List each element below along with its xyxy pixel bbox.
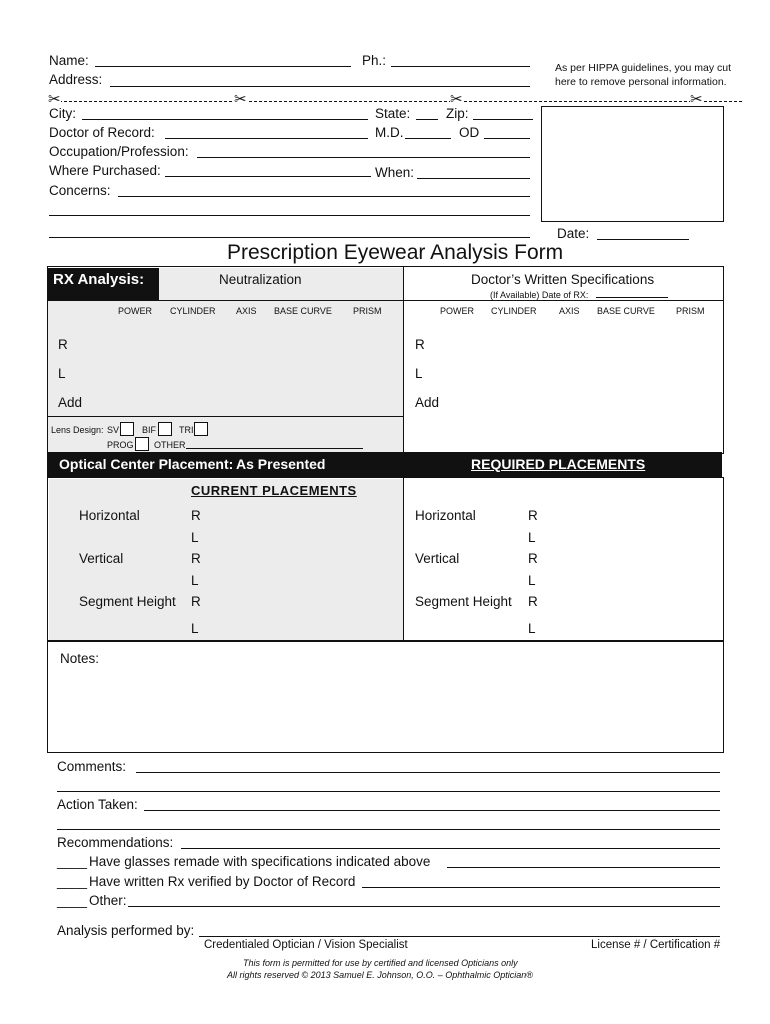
vertical-label: Vertical — [415, 551, 460, 566]
segment-height-label: Segment Height — [415, 594, 512, 609]
name-label: Name: — [49, 53, 89, 68]
r-label: R — [191, 594, 201, 609]
placement-divider — [403, 477, 404, 641]
hipaa-note-line2: here to remove personal information. — [555, 76, 727, 88]
occupation-field[interactable] — [197, 157, 530, 158]
rec3-field[interactable] — [128, 906, 720, 907]
cut-line — [49, 101, 742, 102]
analysis-performed-field[interactable] — [199, 936, 720, 937]
optical-center-label: Optical Center Placement: — [59, 456, 234, 472]
notes-box[interactable] — [47, 640, 724, 753]
row-r: R — [415, 337, 425, 352]
address-label: Address: — [49, 72, 103, 87]
where-purchased-label: Where Purchased: — [49, 163, 161, 178]
phone-field[interactable] — [391, 66, 530, 67]
city-field[interactable] — [82, 119, 368, 120]
where-purchased-field[interactable] — [165, 176, 371, 177]
scissors-icon: ✂ — [690, 91, 703, 108]
rec2-field[interactable] — [362, 887, 720, 888]
when-label: When: — [375, 165, 415, 180]
col-axis: AXIS — [559, 306, 580, 316]
doctor-field[interactable] — [165, 138, 368, 139]
col-prism: PRISM — [676, 306, 705, 316]
tri-label: TRI — [179, 425, 194, 435]
recommendations-label: Recommendations: — [57, 835, 174, 850]
date-label: Date: — [557, 226, 590, 241]
other-label: OTHER — [154, 440, 186, 450]
lens-design-rule — [48, 416, 404, 417]
r-label: R — [191, 508, 201, 523]
phone-label: Ph.: — [362, 53, 387, 68]
rec3-blank[interactable]: ____ — [57, 893, 88, 908]
concerns-line-2[interactable] — [49, 215, 530, 216]
rx-label: RX Analysis: — [53, 271, 145, 288]
vertical-label: Vertical — [79, 551, 124, 566]
row-r: R — [58, 337, 68, 352]
if-available-label: (If Available) Date of RX: — [490, 290, 589, 300]
doctor-label: Doctor of Record: — [49, 125, 155, 140]
date-field[interactable] — [597, 239, 689, 240]
prog-checkbox[interactable] — [135, 437, 149, 451]
occupation-label: Occupation/Profession: — [49, 144, 189, 159]
bif-label: BIF — [142, 425, 157, 435]
notes-label: Notes: — [60, 651, 100, 666]
sv-label: SV — [107, 425, 120, 435]
rx-header-rule — [48, 300, 723, 301]
hipaa-note-line1: As per HIPPA guidelines, you may cut — [555, 62, 732, 74]
state-label: State: — [375, 106, 411, 121]
current-placements-label: CURRENT PLACEMENTS — [191, 483, 357, 498]
action-taken-field[interactable] — [144, 810, 720, 811]
row-l: L — [415, 366, 423, 381]
page-title: Prescription Eyewear Analysis Form — [227, 241, 564, 264]
col-base-curve: BASE CURVE — [274, 306, 332, 316]
license-label: License # / Certification # — [591, 939, 721, 951]
col-axis: AXIS — [236, 306, 257, 316]
r-label: R — [528, 594, 538, 609]
md-field[interactable] — [405, 138, 451, 139]
city-label: City: — [49, 106, 76, 121]
scissors-icon: ✂ — [234, 91, 247, 108]
state-field[interactable] — [416, 119, 438, 120]
tri-checkbox[interactable] — [194, 422, 208, 436]
l-label: L — [528, 573, 536, 588]
col-cylinder: CYLINDER — [491, 306, 537, 316]
l-label: L — [191, 621, 199, 636]
row-add: Add — [415, 395, 440, 410]
scissors-icon: ✂ — [48, 91, 61, 108]
col-base-curve: BASE CURVE — [597, 306, 655, 316]
od-field[interactable] — [484, 138, 530, 139]
rec1-blank[interactable]: ____ — [57, 854, 88, 869]
bif-checkbox[interactable] — [158, 422, 172, 436]
permission-line1: This form is permitted for use by certified and licensed Opticians only — [243, 958, 518, 968]
when-field[interactable] — [417, 178, 530, 179]
rec1-field[interactable] — [447, 867, 720, 868]
rx-divider — [403, 266, 404, 453]
md-label: M.D. — [375, 125, 404, 140]
rx-date-field[interactable] — [596, 297, 668, 298]
r-label: R — [191, 551, 201, 566]
address-field[interactable] — [110, 86, 530, 87]
segment-height-label: Segment Height — [79, 594, 176, 609]
horizontal-label: Horizontal — [415, 508, 476, 523]
action-taken-line-2[interactable] — [57, 829, 720, 830]
analysis-performed-label: Analysis performed by: — [57, 923, 195, 938]
l-label: L — [191, 573, 199, 588]
sv-checkbox[interactable] — [120, 422, 134, 436]
l-label: L — [528, 530, 536, 545]
scissors-icon: ✂ — [450, 91, 463, 108]
col-power: POWER — [118, 306, 153, 316]
l-label: L — [528, 621, 536, 636]
comments-field[interactable] — [136, 772, 720, 773]
od-label: OD — [459, 125, 480, 140]
row-l: L — [58, 366, 66, 381]
r-label: R — [528, 508, 538, 523]
action-taken-label: Action Taken: — [57, 797, 138, 812]
name-field[interactable] — [95, 66, 351, 67]
zip-label: Zip: — [446, 106, 469, 121]
recommendations-field[interactable] — [181, 848, 720, 849]
col-power: POWER — [440, 306, 475, 316]
rec3-label: Other: — [89, 893, 127, 908]
required-placements-label: REQUIRED PLACEMENTS — [471, 456, 646, 472]
personal-info-box — [541, 106, 724, 222]
rec2-blank[interactable]: ____ — [57, 874, 88, 889]
rec1-label: Have glasses remade with specifications indicated above — [89, 854, 431, 869]
concerns-line-3[interactable] — [49, 237, 530, 238]
concerns-label: Concerns: — [49, 183, 111, 198]
row-add: Add — [58, 395, 83, 410]
col-prism: PRISM — [353, 306, 382, 316]
l-label: L — [191, 530, 199, 545]
r-label: R — [528, 551, 538, 566]
col-cylinder: CYLINDER — [170, 306, 216, 316]
other-field[interactable] — [186, 448, 363, 449]
zip-field[interactable] — [473, 119, 533, 120]
lens-design-label: Lens Design: — [51, 425, 104, 435]
credential-label: Credentialed Optician / Vision Specialist — [204, 939, 408, 951]
rec2-label: Have written Rx verified by Doctor of Record — [89, 874, 356, 889]
concerns-field[interactable] — [118, 196, 530, 197]
as-presented-label: As Presented — [236, 456, 326, 472]
doctor-spec-label: Doctor’s Written Specifications — [471, 272, 655, 287]
comments-line-2[interactable] — [57, 791, 720, 792]
permission-line2: All rights reserved © 2013 Samuel E. Johnson, O.O. – Ophthalmic Optician® — [227, 970, 533, 980]
neutralization-label: Neutralization — [219, 272, 302, 287]
prog-label: PROG — [107, 440, 134, 450]
horizontal-label: Horizontal — [79, 508, 140, 523]
comments-label: Comments: — [57, 759, 127, 774]
